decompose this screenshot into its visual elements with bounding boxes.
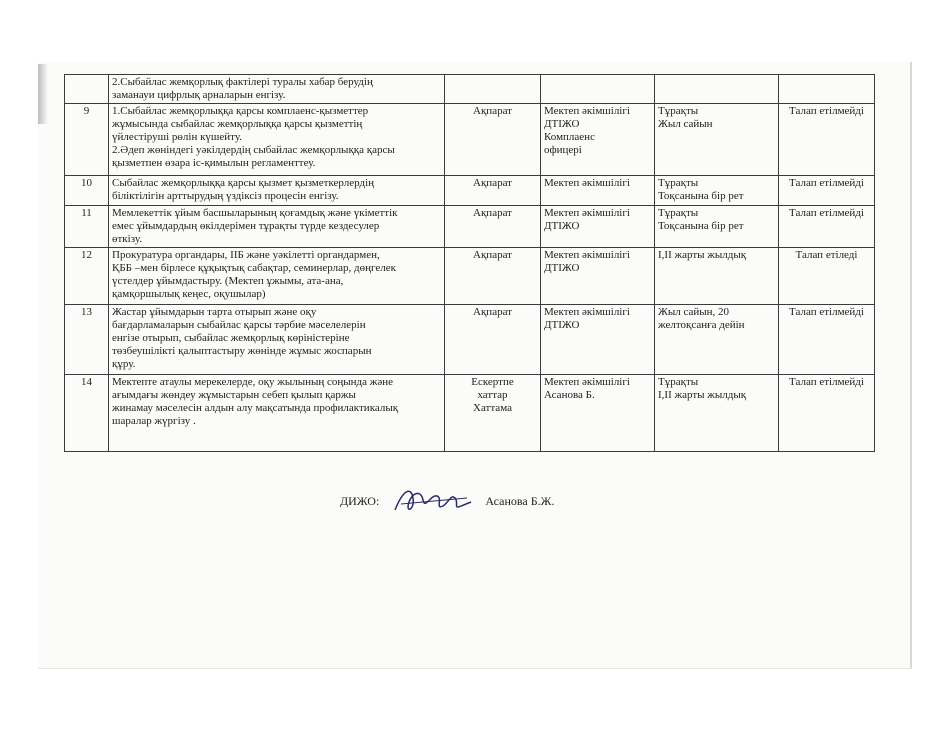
row-number <box>65 75 109 104</box>
table-row <box>65 375 875 452</box>
measure-cell-line: Мектепте атаулы мерекелерде, оқу жылының соңында және <box>112 376 394 388</box>
responsible-cell <box>541 104 655 176</box>
row-number: 12 <box>65 248 109 305</box>
measure-cell <box>109 375 445 452</box>
measure-cell-line: 2.Сыбайлас жемқорлық фактілері туралы хабар берудің <box>112 76 373 88</box>
responsible-cell <box>541 305 655 375</box>
responsible-cell-line: Мектеп әкімшілігі <box>544 376 630 388</box>
funding-cell: Талап етілмейді <box>779 305 875 375</box>
measure-cell-line: қамқоршылық кеңес, оқушылар) <box>112 288 266 300</box>
row-number: 11 <box>65 206 109 248</box>
responsible-cell <box>541 206 655 248</box>
measure-cell-line: біліктілігін арттырудың үздіксіз процесін енгізу. <box>112 190 339 202</box>
signature-role: ДИЖО: <box>340 493 380 508</box>
form-cell-line: Ескертпе <box>471 376 514 388</box>
form-cell-line: Ақпарат <box>473 249 512 261</box>
deadline-cell <box>655 305 779 375</box>
measure-cell-line: Прокуратура органдары, ІІБ және уәкілетті органдармен, <box>112 249 380 261</box>
funding-cell: Талап етілмейді <box>779 206 875 248</box>
table-row <box>65 206 875 248</box>
table-row <box>65 104 875 176</box>
page-fold-shadow <box>38 64 48 124</box>
form-cell <box>445 375 541 452</box>
measure-cell-line: Мемлекеттік ұйым басшыларының қоғамдық және үкіметтік <box>112 207 398 219</box>
responsible-cell-line: Асанова Б. <box>544 389 595 401</box>
measure-cell-line: Сыбайлас жемқорлыққа қарсы қызмет қызметкерлердің <box>112 177 375 189</box>
deadline-cell-line: І,ІІ жарты жылдық <box>658 249 747 261</box>
table-row <box>65 248 875 305</box>
form-cell-line: Ақпарат <box>473 105 512 117</box>
row-number: 13 <box>65 305 109 375</box>
deadline-cell <box>655 75 779 104</box>
responsible-cell-line: Комплаенс <box>544 131 595 143</box>
deadline-cell-line: Тоқсанына бір рет <box>658 190 744 202</box>
row-number: 14 <box>65 375 109 452</box>
form-cell-line: Ақпарат <box>473 207 512 219</box>
responsible-cell-line: Мектеп әкімшілігі <box>544 207 630 219</box>
measure-cell-line: өткізу. <box>112 233 142 245</box>
deadline-cell-line: Жыл сайын <box>658 118 713 130</box>
signature-block <box>340 484 554 518</box>
action-plan-body <box>65 75 875 452</box>
deadline-cell <box>655 248 779 305</box>
deadline-cell-line: Тұрақты <box>658 105 699 117</box>
form-cell-line: Ақпарат <box>473 177 512 189</box>
form-cell-line: хаттар <box>477 389 508 401</box>
deadline-cell-line: І,ІІ жарты жылдық <box>658 389 747 401</box>
responsible-cell <box>541 248 655 305</box>
responsible-cell-line: офицері <box>544 144 582 156</box>
measure-cell-line: төзбеушілікті қалыптастыру жөнінде жұмыс жоспарын <box>112 345 372 357</box>
measure-cell-line: бағдарламаларын сыбайлас қарсы тәрбие мәселелерін <box>112 319 366 331</box>
deadline-cell <box>655 206 779 248</box>
deadline-cell <box>655 375 779 452</box>
measure-cell-line: енгізе отырып, сыбайлас жемқорлық көріністеріне <box>112 332 350 344</box>
measure-cell-line: үстелдер ұйымдастыру. (Мектеп ұжымы, ата-ана, <box>112 275 344 287</box>
measure-cell-line: заманауи цифрлық арналарын енгізу. <box>112 89 286 101</box>
deadline-cell-line: Тұрақты <box>658 376 699 388</box>
form-cell <box>445 305 541 375</box>
measure-cell-line: емес ұйымдардың өкілдерімен тұрақты түрде кездесулер <box>112 220 380 232</box>
funding-cell <box>779 75 875 104</box>
measure-cell-line: шаралар жүргізу . <box>112 415 196 427</box>
measure-cell <box>109 176 445 206</box>
measure-cell <box>109 104 445 176</box>
funding-cell: Талап етілмейді <box>779 176 875 206</box>
responsible-cell <box>541 176 655 206</box>
form-cell <box>445 206 541 248</box>
deadline-cell-line: Тұрақты <box>658 177 699 189</box>
responsible-cell <box>541 75 655 104</box>
form-cell <box>445 75 541 104</box>
form-cell-line: Ақпарат <box>473 306 512 318</box>
form-cell <box>445 248 541 305</box>
deadline-cell-line: Жыл сайын, 20 <box>658 306 730 318</box>
action-plan-table <box>64 74 875 452</box>
funding-cell: Талап етіледі <box>779 248 875 305</box>
responsible-cell-line: ДТІЖО <box>544 118 580 130</box>
measure-cell-line: ағымдағы жөндеу жұмыстарын себеп қылып қаржы <box>112 389 356 401</box>
funding-cell: Талап етілмейді <box>779 104 875 176</box>
signature-name: Асанова Б.Ж. <box>485 493 555 508</box>
measure-cell-line: 2.Әдеп жөніндегі уәкілдердің сыбайлас жемқорлыққа қарсы <box>112 144 395 156</box>
measure-cell-line: құру. <box>112 358 136 370</box>
table-row <box>65 305 875 375</box>
deadline-cell-line: Тұрақты <box>658 207 699 219</box>
deadline-cell-line: Тоқсанына бір рет <box>658 220 744 232</box>
row-number: 9 <box>65 104 109 176</box>
deadline-cell-line: желтоқсанға дейін <box>658 319 745 331</box>
form-cell <box>445 176 541 206</box>
measure-cell-line: жинамау мәселесін алдын алу мақсатында профилактикалық <box>112 402 399 414</box>
responsible-cell-line: Мектеп әкімшілігі <box>544 249 630 261</box>
measure-cell-line: қызметпен өзара іс-қимылын регламенттеу. <box>112 157 316 169</box>
deadline-cell <box>655 104 779 176</box>
measure-cell <box>109 248 445 305</box>
form-cell <box>445 104 541 176</box>
table-row <box>65 176 875 206</box>
form-cell-line: Хаттама <box>473 402 512 414</box>
responsible-cell-line: ДТІЖО <box>544 262 580 274</box>
deadline-cell <box>655 176 779 206</box>
responsible-cell-line: Мектеп әкімшілігі <box>544 177 630 189</box>
measure-cell-line: 1.Сыбайлас жемқорлыққа қарсы комплаенс-қызметтер <box>112 105 369 117</box>
table-row <box>65 75 875 104</box>
measure-cell <box>109 206 445 248</box>
responsible-cell-line: Мектеп әкімшілігі <box>544 306 630 318</box>
measure-cell-line: үйлестіруші рөлін күшейту. <box>112 131 242 143</box>
responsible-cell-line: Мектеп әкімшілігі <box>544 105 630 117</box>
funding-cell: Талап етілмейді <box>779 375 875 452</box>
measure-cell-line: ҚББ –мен бірлесе құқықтық сабақтар, семинерлар, дөңгелек <box>112 262 396 274</box>
measure-cell-line: Жастар ұйымдарын тарта отырып және оқу <box>112 306 317 318</box>
measure-cell-line: жұмысында сыбайлас жемқорлыққа қарсы қызметтің <box>112 118 363 130</box>
responsible-cell <box>541 375 655 452</box>
handwritten-signature <box>391 484 473 518</box>
responsible-cell-line: ДТІЖО <box>544 319 580 331</box>
measure-cell <box>109 305 445 375</box>
row-number: 10 <box>65 176 109 206</box>
responsible-cell-line: ДТІЖО <box>544 220 580 232</box>
measure-cell <box>109 75 445 104</box>
